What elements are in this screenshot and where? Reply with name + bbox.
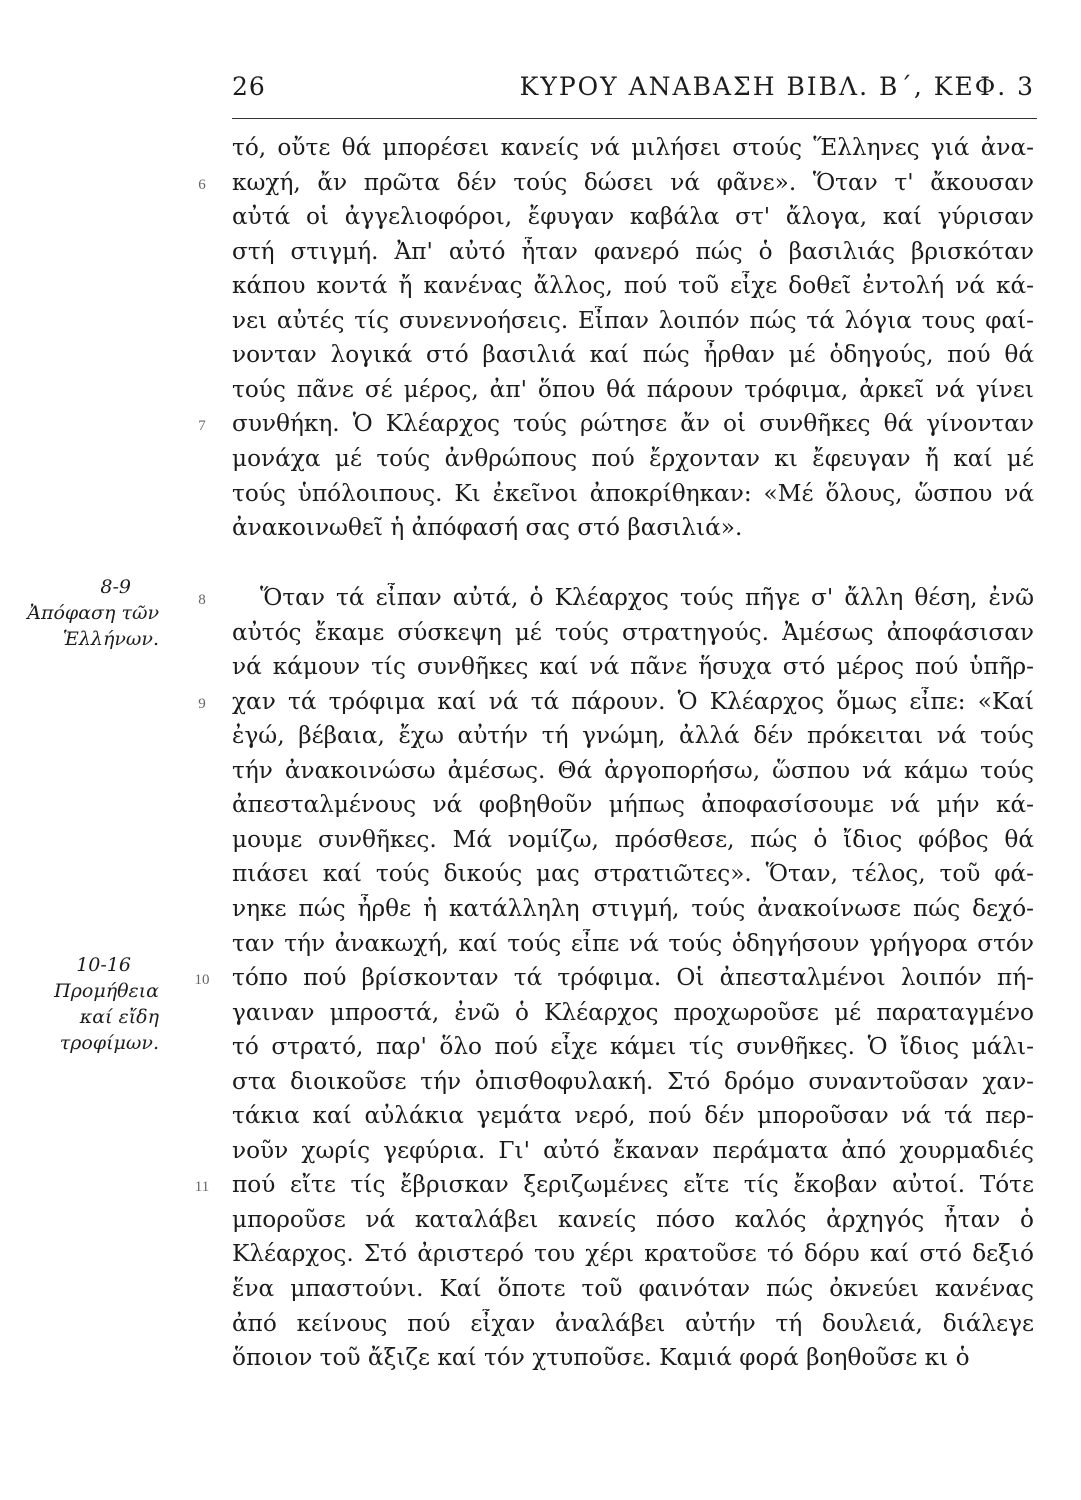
- line-number: 7: [198, 418, 206, 435]
- text-line: μποροῦσε νά καταλάβει κανείς πόσο καλός ἀρχηγός ἦταν ὁ: [232, 1205, 1034, 1233]
- text-line: τόπο πού βρίσκονταν τά τρόφιμα. Οἱ ἀπεσταλμένοι λοιπόν πή-: [232, 964, 1034, 992]
- text-line: ὅποιον τοῦ ἄξιζε καί τόν χτυποῦσε. Καμιά φορά βοηθοῦσε κι ὁ: [232, 1344, 970, 1372]
- margin-note-line: τροφίμων.: [59, 1032, 159, 1054]
- text-line: συνθήκη. Ὁ Κλέαρχος τούς ρώτησε ἄν οἱ συνθῆκες θά γίνονταν: [232, 410, 1034, 438]
- text-line: στα διοικοῦσε τήν ὀπισθοφυλακή. Στό δρόμο συναντοῦσαν χαν-: [232, 1067, 1034, 1095]
- margin-note-line: Προμήθεια: [54, 980, 159, 1002]
- text-line: ταν τήν ἀνακωχή, καί τούς εἶπε νά τούς ὁδηγήσουν γρήγορα στόν: [232, 929, 1034, 957]
- text-line: ἕνα μπαστούνι. Καί ὅποτε τοῦ φαινόταν πώς ὀκνεύει κανένας: [232, 1275, 1034, 1302]
- text-line: ἀνακοινωθεῖ ἡ ἀπόφασή σας στό βασιλιά».: [232, 514, 743, 542]
- text-line: αὐτά οἱ ἀγγελιοφόροι, ἔφυγαν καβάλα στ' ἄλογα, καί γύρισαν: [232, 203, 1034, 231]
- text-line: πού εἴτε τίς ἔβρισκαν ξεριζωμένες εἴτε τίς ἔκοβαν αὐτοί. Τότε: [232, 1171, 1034, 1199]
- line-number: 9: [198, 695, 206, 712]
- text-line: Κλέαρχος. Στό ἀριστερό του χέρι κρατοῦσε τό δόρυ καί στό δεξιό: [232, 1240, 1034, 1268]
- text-line: ἐγώ, βέβαια, ἔχω αὐτήν τή γνώμη, ἀλλά δέν πρόκειται νά τούς: [232, 722, 1034, 750]
- text-line: μονάχα μέ τούς ἀνθρώπους πού ἔρχονταν κι ἔφευγαν ἤ καί μέ: [232, 444, 1034, 472]
- text-line: στή στιγμή. Ἀπ' αὐτό ἦταν φανερό πώς ὁ βασιλιάς βρισκόταν: [232, 237, 1034, 265]
- text-line: νει αὐτές τίς συνεννοήσεις. Εἶπαν λοιπόν πώς τά λόγια τους φαί-: [232, 306, 1034, 334]
- text-line: γαιναν μπροστά, ἐνῶ ὁ Κλέαρχος προχωροῦσε μέ παραταγμένο: [232, 998, 1034, 1026]
- text-line: πιάσει καί τούς δικούς μας στρατιῶτες». Ὅταν, τέλος, τοῦ φά-: [232, 860, 1034, 888]
- text-line: τάκια καί αὐλάκια γεμάτα νερό, πού δέν μποροῦσαν νά τά περ-: [232, 1102, 1034, 1130]
- text-line: μουμε συνθῆκες. Μά νομίζω, πρόσθεσε, πώς ὁ ἴδιος φόβος θά: [232, 825, 1034, 853]
- running-head: ΚΥΡΟΥ ΑΝΑΒΑΣΗ ΒΙΒΛ. Β΄, ΚΕΦ. 3: [519, 72, 1035, 101]
- margin-note-line: Ἑλλήνων.: [62, 628, 159, 650]
- text-line: τήν ἀνακοινώσω ἀμέσως. Θά ἀργοπορήσω, ὥσπου νά κάμω τούς: [232, 756, 1034, 784]
- text-line: κωχή, ἄν πρῶτα δέν τούς δώσει νά φᾶνε». Ὅταν τ' ἄκουσαν: [232, 168, 1034, 196]
- text-line: τούς πᾶνε σέ μέρος, ἀπ' ὅπου θά πάρουν τρόφιμα, ἀρκεῖ νά γίνει: [232, 375, 1034, 403]
- text-line: νηκε πώς ἦρθε ἡ κατάλληλη στιγμή, τούς ἀνακοίνωσε πώς δεχό-: [232, 894, 1034, 922]
- margin-note-line: 8-9: [100, 576, 131, 598]
- margin-note-line: 10-16: [76, 954, 131, 976]
- text-line: νοῦν χωρίς γεφύρια. Γι' αὐτό ἔκαναν περάματα ἀπό χουρμαδιές: [232, 1136, 1034, 1164]
- text-line: ἀπεσταλμένους νά φοβηθοῦν μήπως ἀποφασίσουμε νά μήν κά-: [232, 791, 1034, 819]
- margin-note-line: Ἀπόφαση τῶν: [27, 602, 159, 624]
- text-line: νονταν λογικά στό βασιλιά καί πώς ἦρθαν μέ ὁδηγούς, πού θά: [232, 341, 1034, 369]
- page-number: 26: [232, 72, 266, 101]
- header-rule: [232, 118, 1037, 119]
- text-line: τούς ὑπόλοιπους. Κι ἐκεῖνοι ἀποκρίθηκαν: «Μέ ὅλους, ὥσπου νά: [232, 479, 1034, 507]
- text-line: αὐτός ἔκαμε σύσκεψη μέ τούς στρατηγούς. Ἀμέσως ἀποφάσισαν: [232, 618, 1034, 646]
- margin-note-line: καί εἴδη: [79, 1006, 159, 1028]
- text-line: τό, οὔτε θά μπορέσει κανείς νά μιλήσει στούς Ἕλληνες γιά ἀνα-: [232, 134, 1034, 161]
- text-line: ἀπό κείνους πού εἶχαν ἀναλάβει αὐτήν τή δουλειά, διάλεγε: [232, 1309, 1034, 1337]
- line-number: 6: [198, 176, 206, 193]
- margin-note: [27, 574, 159, 652]
- text-line: νά κάμουν τίς συνθῆκες καί νά πᾶνε ἥσυχα στό μέρος πού ὑπῆρ-: [232, 653, 1034, 681]
- line-number: 10: [194, 972, 210, 989]
- line-number: 8: [198, 592, 206, 608]
- text-line: κάπου κοντά ἤ κανένας ἄλλος, πού τοῦ εἶχε δοθεῖ ἐντολή νά κά-: [232, 272, 1034, 300]
- margin-note: [54, 952, 159, 1056]
- text-line: τό στρατό, παρ' ὅλο πού εἶχε κάμει τίς συνθῆκες. Ὁ ἴδιος μάλι-: [232, 1033, 1034, 1061]
- line-number: 11: [194, 1179, 210, 1196]
- text-line: χαν τά τρόφιμα καί νά τά πάρουν. Ὁ Κλέαρχος ὅμως εἶπε: «Καί: [232, 687, 1034, 715]
- text-line: Ὅταν τά εἶπαν αὐτά, ὁ Κλέαρχος τούς πῆγε σ' ἄλλη θέση, ἐνῶ: [260, 584, 1034, 611]
